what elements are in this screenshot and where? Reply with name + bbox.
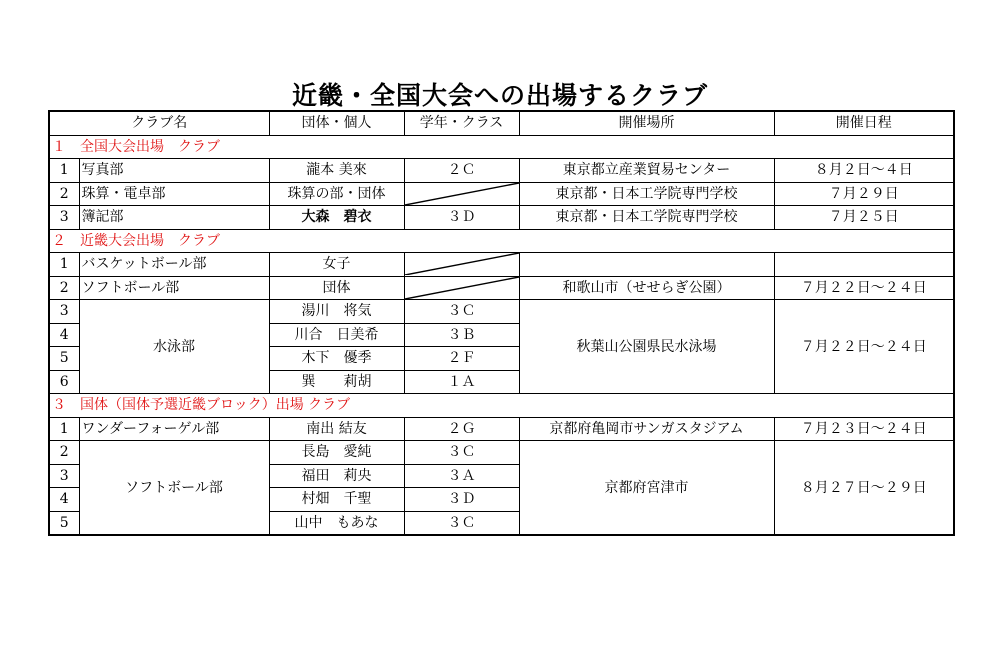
club-name: バスケットボール部	[79, 253, 269, 277]
dates: ８月２７日～２９日	[774, 441, 954, 536]
row-number: 6	[49, 370, 79, 394]
empty-slash-cell	[404, 276, 519, 300]
row-number: 1	[49, 253, 79, 277]
grade-class: ３Ｄ	[404, 206, 519, 230]
dates: ７月２５日	[774, 206, 954, 230]
section-heading-row	[49, 394, 954, 418]
section-heading: ３ 国体（国体予選近畿ブロック）出場 クラブ	[49, 394, 954, 418]
club-name: ソフトボール部	[79, 276, 269, 300]
row-number: 4	[49, 323, 79, 347]
row-number: 4	[49, 488, 79, 512]
venue: 京都府亀岡市サンガスタジアム	[519, 417, 774, 441]
table-row	[49, 276, 954, 300]
table-row	[49, 300, 954, 324]
row-number: 3	[49, 464, 79, 488]
entrant: 木下 優季	[269, 347, 404, 371]
entrant: 南出 結友	[269, 417, 404, 441]
table-row	[49, 417, 954, 441]
venue: 東京都立産業貿易センター	[519, 159, 774, 183]
section-heading: １ 全国大会出場 クラブ	[49, 135, 954, 159]
entrant: 巽 莉胡	[269, 370, 404, 394]
grade-class: ３Ｃ	[404, 300, 519, 324]
section-heading-row	[49, 135, 954, 159]
header-club: クラブ名	[49, 111, 269, 135]
clubs-table	[48, 110, 955, 536]
club-name: ワンダーフォーゲル部	[79, 417, 269, 441]
grade-class: １Ａ	[404, 370, 519, 394]
club-name: 簿記部	[79, 206, 269, 230]
grade-class: ３Ａ	[404, 464, 519, 488]
header-grade: 学年・クラス	[404, 111, 519, 135]
grade-class: ３Ｂ	[404, 323, 519, 347]
club-name: 珠算・電卓部	[79, 182, 269, 206]
dates: ７月２２日～２４日	[774, 300, 954, 394]
table-row	[49, 159, 954, 183]
entrant: 山中 もあな	[269, 511, 404, 535]
row-number: 5	[49, 511, 79, 535]
table-row	[49, 206, 954, 230]
table-row	[49, 441, 954, 465]
header-venue: 開催場所	[519, 111, 774, 135]
row-number: 3	[49, 300, 79, 324]
dates: ７月２２日～２４日	[774, 276, 954, 300]
entrant: 大森 碧衣	[269, 206, 404, 230]
entrant: 珠算の部・団体	[269, 182, 404, 206]
dates: ７月２３日～２４日	[774, 417, 954, 441]
table-row	[49, 253, 954, 277]
row-number: 5	[49, 347, 79, 371]
grade-class: ２Ｃ	[404, 159, 519, 183]
venue	[519, 253, 774, 277]
entrant: 女子	[269, 253, 404, 277]
row-number: 3	[49, 206, 79, 230]
entrant: 湯川 将気	[269, 300, 404, 324]
entrant: 川合 日美希	[269, 323, 404, 347]
venue: 京都府宮津市	[519, 441, 774, 536]
entrant: 村畑 千聖	[269, 488, 404, 512]
entrant: 団体	[269, 276, 404, 300]
row-number: 2	[49, 182, 79, 206]
venue: 東京都・日本工学院専門学校	[519, 182, 774, 206]
dates: ７月２９日	[774, 182, 954, 206]
empty-slash-cell	[404, 182, 519, 206]
header-entrant: 団体・個人	[269, 111, 404, 135]
grade-class: ３Ｄ	[404, 488, 519, 512]
row-number: 1	[49, 417, 79, 441]
venue: 秋葉山公園県民水泳場	[519, 300, 774, 394]
entrant: 瀧本 美來	[269, 159, 404, 183]
table-row	[49, 182, 954, 206]
entrant: 福田 莉央	[269, 464, 404, 488]
grade-class: ２Ｇ	[404, 417, 519, 441]
dates	[774, 253, 954, 277]
row-number: 2	[49, 441, 79, 465]
row-number: 2	[49, 276, 79, 300]
row-number: 1	[49, 159, 79, 183]
venue: 和歌山市（せせらぎ公園）	[519, 276, 774, 300]
section-heading: ２ 近畿大会出場 クラブ	[49, 229, 954, 253]
header-row	[49, 111, 954, 135]
empty-slash-cell	[404, 253, 519, 277]
club-name: 水泳部	[79, 300, 269, 394]
venue: 東京都・日本工学院専門学校	[519, 206, 774, 230]
grade-class: ２Ｆ	[404, 347, 519, 371]
page-title: 近畿・全国大会への出場するクラブ	[291, 81, 708, 110]
grade-class: ３Ｃ	[404, 511, 519, 535]
header-dates: 開催日程	[774, 111, 954, 135]
club-name: 写真部	[79, 159, 269, 183]
entrant: 長島 愛純	[269, 441, 404, 465]
club-name: ソフトボール部	[79, 441, 269, 536]
dates: ８月２日～４日	[774, 159, 954, 183]
grade-class: ３Ｃ	[404, 441, 519, 465]
section-heading-row	[49, 229, 954, 253]
